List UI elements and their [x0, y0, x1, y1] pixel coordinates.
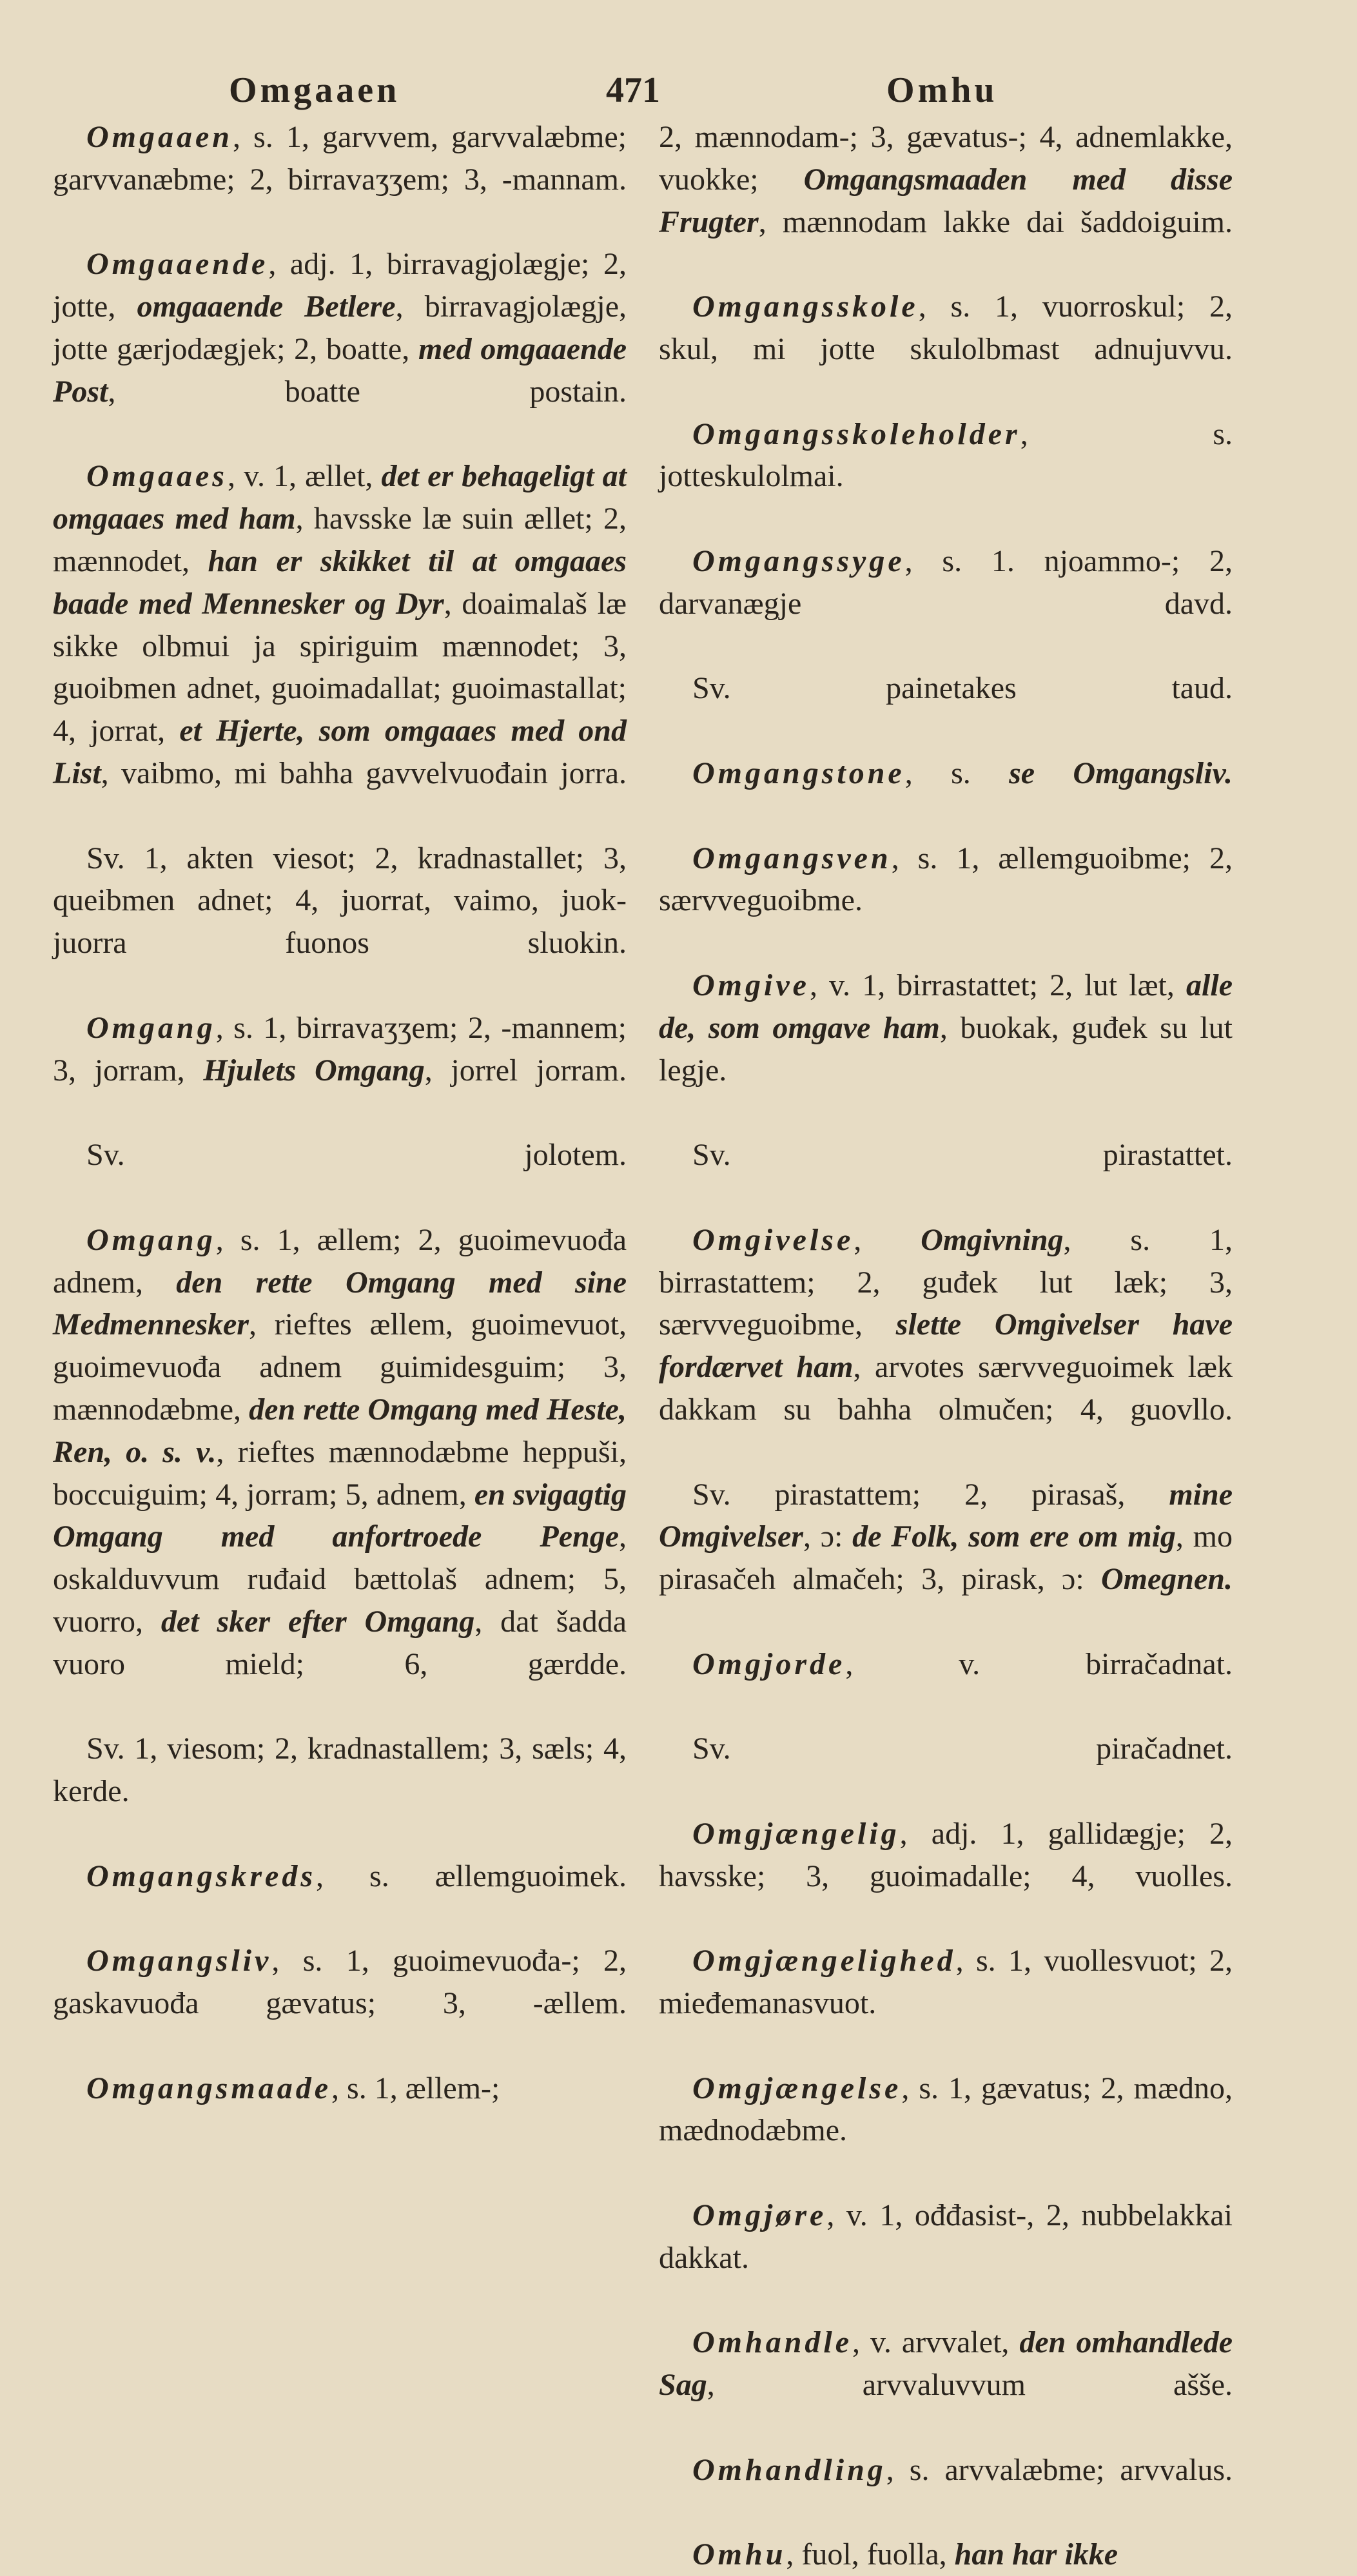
definition-text: Sv. 1, akten viesot; 2, kradnastallet; 3, queibmen adnet; 4, juorrat, vaimo, juok-juorra fuonos sluokin.	[53, 841, 627, 961]
definition-text: , rieftes ællem, guoimevuot, guoimevuođa adnem guimidesguim; 3, mænnodæbme,	[53, 1307, 627, 1427]
definition-text: , v. 1, ođđasist-, 2, nubbelakkai dakkat.	[659, 2198, 1233, 2275]
header-right-catchword: Omhu	[886, 70, 998, 110]
definition-text: 2, mænnodam-; 3, gævatus-; 4, adnemlakke, vuokke;	[659, 120, 1233, 197]
example-phrase: en svigagtig Omgang med anfortroede Penge	[53, 1477, 627, 1554]
headword: Omgaaen	[86, 120, 233, 154]
definition-text: , havsske læ suin ællet; 2, mænnodet,	[53, 502, 627, 578]
swedish-sami-note	[659, 1474, 1233, 1643]
headword: Omgangsven	[692, 841, 892, 875]
example-phrase: slette Omgivelser have fordærvet ham	[659, 1307, 1233, 1385]
definition-text: , s. 1, vuorroskul; 2, skul, mi jotte skulolbmast adnujuvvu.	[659, 289, 1233, 366]
example-phrase: med omgaaende Post	[53, 331, 627, 409]
headword: Omgangsmaade	[86, 2071, 332, 2105]
definition-text: Sv. pirastattet.	[692, 1138, 1233, 1173]
headword: Omgangssyge	[692, 543, 905, 578]
example-phrase: det sker efter Omgang	[161, 1604, 475, 1639]
definition-text: , s. 1, birravaʒʒem; 2, -mannem; 3, jorram,	[53, 1010, 627, 1088]
definition-text: , s. arvvalæbme; arvvalus.	[886, 2452, 1233, 2487]
definition-text: , buokak, guđek su lut legje.	[659, 1010, 1233, 1088]
example-phrase: den omhandlede Sag	[659, 2325, 1233, 2403]
headword: Omgive	[692, 968, 810, 1002]
definition-text: , adj. 1, gallidægje; 2, havsske; 3, guoimadalle; 4, vuolles.	[659, 1816, 1233, 1893]
dictionary-entry	[53, 1219, 627, 1728]
definition-text: Sv. jolotem.	[86, 1138, 627, 1173]
example-phrase: den rette Omgang med sine Medmennesker	[53, 1265, 627, 1342]
definition-text: , s.	[904, 756, 1010, 790]
definition-text: , doaimalaš læ sikke olbmui ja spiriguim mænnodet; 3, guoibmen adnet, guoimadallat; guoimastallat; 4, jorrat,	[53, 586, 627, 748]
dictionary-entry	[53, 1855, 627, 1940]
definition-text: , s. 1. njoammo-; 2, darvanægje davd.	[659, 543, 1233, 621]
definition-text: , mo pirasačeh almačeh; 3, pirask, ɔ:	[659, 1519, 1233, 1597]
swedish-sami-note	[53, 1134, 627, 1219]
headword: Omgangsliv	[86, 1944, 272, 1978]
example-phrase: han har ikke	[954, 2537, 1118, 2572]
swedish-sami-note	[659, 1728, 1233, 1813]
definition-text: , s. 1, ællem-;	[331, 2071, 500, 2105]
headword: Omgjorde	[692, 1646, 846, 1681]
dictionary-entry	[53, 455, 627, 837]
headword: Omgjængelig	[692, 1816, 900, 1851]
definition-text: , v. 1, birrastattet; 2, lut læt,	[809, 968, 1187, 1002]
example-phrase: Omgivning	[921, 1222, 1064, 1257]
headword: Omgaaes	[86, 459, 228, 494]
headword: Omgangsskole	[692, 289, 919, 324]
dictionary-entry	[53, 243, 627, 455]
definition-text: , fuol, fuolla,	[786, 2537, 955, 2572]
example-phrase: et Hjerte, som omgaaes med ond List	[53, 714, 627, 790]
definition-text: , adj. 1, birravagjolægje; 2, jotte,	[53, 247, 627, 324]
example-phrase: alle de, som omgave ham	[659, 968, 1233, 1045]
definition-text: Sv. 1, viesom; 2, kradnastallem; 3, sæls; 4, kerde.	[53, 1732, 627, 1809]
definition-text: , rieftes mænnodæbme heppuši, boccuiguim; 4, jorram; 5, adnem,	[53, 1434, 627, 1512]
definition-text: , arvvaluvvum ašše.	[707, 2368, 1233, 2403]
headword: Omgivelse	[692, 1222, 854, 1257]
definition-text: Sv. pirastattem; 2, pirasaš,	[692, 1477, 1169, 1512]
example-phrase: den rette Omgang med Heste, Ren, o. s. v.	[53, 1392, 627, 1469]
definition-text: , boatte postain.	[108, 374, 627, 409]
swedish-sami-note	[53, 837, 627, 1007]
header-left-catchword: Omgaaen	[229, 70, 400, 110]
swedish-sami-note	[659, 667, 1233, 752]
example-phrase: de Folk, som ere om mig	[852, 1519, 1176, 1554]
example-phrase: Hjulets Omgang	[203, 1053, 425, 1088]
headword: Omgang	[86, 1010, 216, 1045]
dictionary-entry	[659, 1940, 1233, 2067]
example-phrase: se Omgangsliv.	[1009, 756, 1233, 790]
definition-text: , s. jotteskulolmai.	[659, 416, 1233, 494]
dictionary-entry	[53, 1940, 627, 2067]
definition-text: , vaibmo, mi bahha gavvelvuođain jorra.	[101, 756, 627, 790]
definition-text: , s. 1, birrastattem; 2, guđek lut læk; 3, særvveguoibme,	[659, 1222, 1233, 1342]
definition-text: Sv. painetakes taud.	[692, 671, 1233, 706]
definition-text: , v. 1, ællet,	[227, 459, 382, 494]
definition-text: , s. 1, gævatus; 2, mædno, mædnodæbme.	[659, 2071, 1233, 2148]
dictionary-entry	[659, 540, 1233, 667]
definition-text: , birravagjolægje, jotte gærjodægjek; 2, boatte,	[53, 289, 627, 366]
definition-text: , jorrel jorram.	[424, 1053, 627, 1088]
dictionary-entry	[659, 752, 1233, 837]
headword: Omgangstone	[692, 756, 905, 790]
dictionary-entry	[659, 1813, 1233, 1940]
dictionary-entry	[53, 2067, 627, 2110]
headword: Omhandle	[692, 2325, 853, 2360]
dictionary-entry	[659, 964, 1233, 1134]
headword: Omgaaende	[86, 247, 269, 282]
headword: Omgangskreds	[86, 1859, 317, 1893]
headword: Omhu	[692, 2537, 786, 2572]
headword: Omgang	[86, 1222, 216, 1257]
definition-text: , arvotes særvveguoimek læk dakkam su bahha olmučen; 4, guovllo.	[659, 1350, 1233, 1427]
definition-text: , mænnodam lakke dai šaddoiguim.	[758, 204, 1233, 239]
dictionary-entry	[53, 116, 627, 243]
dictionary-entry	[659, 2533, 1233, 2576]
dictionary-entry	[659, 2321, 1233, 2448]
definition-text: , s. 1, vuollesvuot; 2, mieđemanasvuot.	[659, 1944, 1233, 2021]
dictionary-entry	[659, 1219, 1233, 1474]
example-phrase: Omegnen.	[1101, 1562, 1233, 1597]
dictionary-entry	[659, 2449, 1233, 2534]
left-column	[53, 116, 627, 2109]
headword: Omgangsskoleholder	[692, 416, 1020, 451]
definition-text: , s. ællemguoimek.	[316, 1859, 627, 1893]
definition-text: , v. arvvalet,	[852, 2325, 1020, 2360]
definition-text: , oskalduvvum ruđaid bættolaš adnem; 5, vuorro,	[53, 1519, 627, 1639]
definition-text: , s. 1, garvvem, garvvalæbme; garvvanæbme; 2, birravaʒʒem; 3, -mannam.	[53, 120, 627, 197]
example-phrase: han er skikket til at omgaaes baade med Mennesker og Dyr	[53, 543, 627, 621]
headword: Omgjængelse	[692, 2071, 902, 2105]
headword: Omhandling	[692, 2452, 886, 2487]
definition-text: , s. 1, guoimevuođa-; 2, gaskavuođa gævatus; 3, -ællem.	[53, 1944, 627, 2021]
swedish-sami-note	[53, 1728, 627, 1855]
definition-text: , s. 1, ællemguoibme; 2, særvveguoibme.	[659, 841, 1233, 918]
dictionary-entry	[659, 413, 1233, 540]
definition-text: , s. 1, ællem; 2, guoimevuođa adnem,	[53, 1222, 627, 1300]
definition-text: , dat šadda vuoro mield; 6, gærdde.	[53, 1604, 627, 1681]
example-phrase: omgaaende Betlere	[137, 289, 396, 324]
definition-text: , v. birračadnat.	[845, 1646, 1233, 1681]
continued-entry	[659, 116, 1233, 286]
dictionary-entry	[659, 2194, 1233, 2321]
dictionary-entry	[659, 2067, 1233, 2194]
definition-text: Sv. piračadnet.	[692, 1732, 1233, 1766]
headword: Omgjængelighed	[692, 1944, 956, 1978]
right-column	[659, 116, 1233, 2576]
example-phrase: Omgangsmaaden med disse Frugter	[659, 162, 1233, 239]
dictionary-entry	[659, 1643, 1233, 1728]
example-phrase: det er behageligt at omgaaes med ham	[53, 459, 627, 536]
swedish-sami-note	[659, 1134, 1233, 1219]
dictionary-entry	[659, 837, 1233, 964]
headword: Omgjøre	[692, 2198, 827, 2233]
dictionary-entry	[659, 286, 1233, 413]
example-phrase: mine Omgivelser	[659, 1477, 1233, 1554]
dictionary-entry	[53, 1007, 627, 1134]
page-number: 471	[606, 70, 660, 110]
definition-text: ,	[854, 1222, 921, 1257]
definition-text: , ɔ:	[803, 1519, 853, 1554]
